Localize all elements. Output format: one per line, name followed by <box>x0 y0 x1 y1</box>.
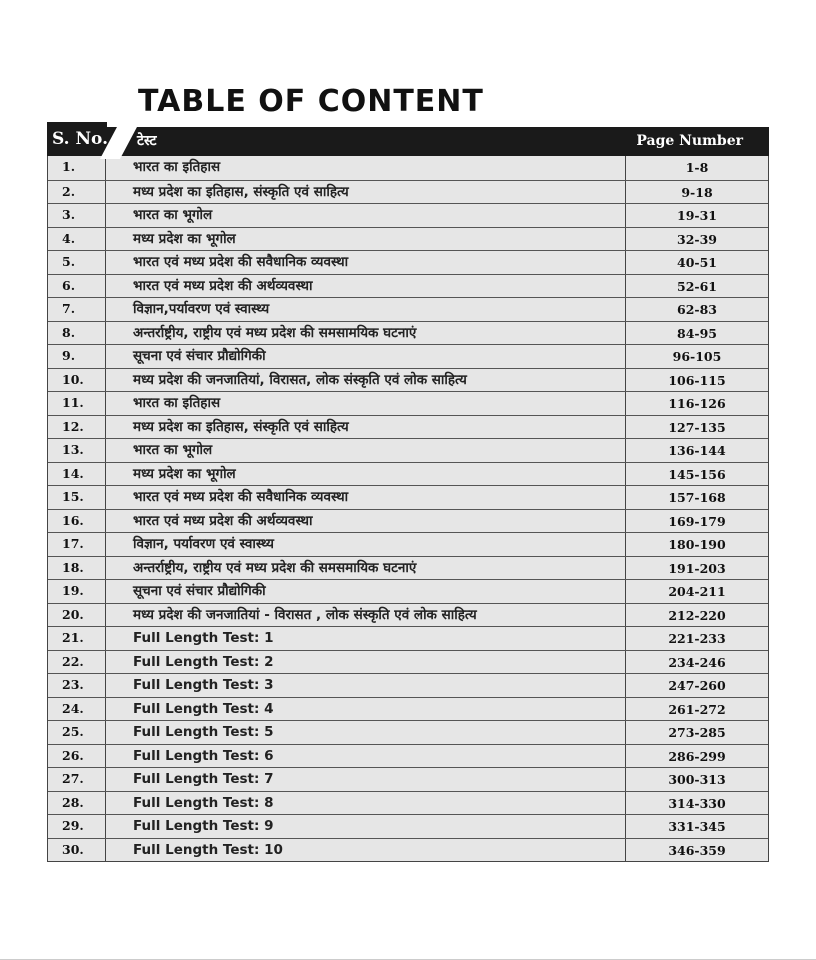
row-test-title: मध्य प्रदेश का भूगोल <box>106 228 626 251</box>
row-test-title: Full Length Test: 6 <box>106 745 626 768</box>
row-test-title: विज्ञान, पर्यावरण एवं स्वास्थ्य <box>106 533 626 556</box>
row-test-title: अन्तर्राष्ट्रीय, राष्ट्रीय एवं मध्य प्रदेश की समसामयिक घटनाएं <box>106 322 626 345</box>
table-row <box>48 274 768 298</box>
row-serial-number: 23. <box>48 674 106 697</box>
row-serial-number: 12. <box>48 416 106 439</box>
row-test-title: भारत का इतिहास <box>106 156 626 180</box>
table-row <box>48 744 768 768</box>
table-row <box>48 368 768 392</box>
sno-header: S. No. <box>52 129 109 149</box>
table-of-contents <box>47 127 769 862</box>
row-page-range: 346-359 <box>668 842 726 858</box>
table-row <box>48 227 768 251</box>
row-serial-number: 2. <box>48 181 106 204</box>
row-test-title: भारत का इतिहास <box>106 392 626 415</box>
row-page-range: 157-168 <box>668 490 726 505</box>
row-page-range: 40-51 <box>677 255 717 270</box>
row-page-range: 300-313 <box>668 772 726 787</box>
row-serial-number: 18. <box>48 557 106 580</box>
row-page-range: 169-179 <box>668 513 726 529</box>
row-page-range: 1-8 <box>685 160 709 175</box>
row-serial-number: 20. <box>48 604 106 627</box>
row-serial-number: 22. <box>48 651 106 674</box>
table-row <box>48 462 768 486</box>
table-header <box>47 127 769 156</box>
table-row <box>48 814 768 838</box>
row-serial-number: 16. <box>48 510 106 533</box>
row-page-range: 96-105 <box>672 349 722 364</box>
row-page-range: 32-39 <box>677 231 717 247</box>
row-serial-number: 24. <box>48 698 106 721</box>
row-page-range: 273-285 <box>668 725 726 740</box>
row-page-range: 84-95 <box>677 325 717 341</box>
row-test-title: भारत का भूगोल <box>106 439 626 462</box>
row-test-title: मध्य प्रदेश का भूगोल <box>106 463 626 486</box>
row-serial-number: 30. <box>48 839 106 862</box>
table-row <box>48 720 768 744</box>
row-test-title: Full Length Test: 8 <box>106 792 626 815</box>
row-page-range: 19-31 <box>677 208 717 223</box>
row-page-range: 106-115 <box>668 372 726 388</box>
row-test-title: भारत एवं मध्य प्रदेश की सवैधानिक व्यवस्था <box>106 486 626 509</box>
row-serial-number: 4. <box>48 228 106 251</box>
row-serial-number: 6. <box>48 275 106 298</box>
row-page-range: 234-246 <box>668 654 726 670</box>
table-row <box>48 250 768 274</box>
table-row <box>48 579 768 603</box>
table-row <box>48 791 768 815</box>
row-test-title: भारत का भूगोल <box>106 204 626 227</box>
table-row <box>48 415 768 439</box>
row-page-range: 136-144 <box>668 443 726 458</box>
row-page-range: 145-156 <box>668 466 726 482</box>
row-serial-number: 29. <box>48 815 106 838</box>
row-test-title: Full Length Test: 3 <box>106 674 626 697</box>
table-row <box>48 767 768 791</box>
table-row <box>48 532 768 556</box>
test-header: टेस्ट <box>137 133 157 149</box>
row-serial-number: 7. <box>48 298 106 321</box>
row-serial-number: 9. <box>48 345 106 368</box>
table-row <box>48 203 768 227</box>
table-row <box>48 321 768 345</box>
table-row <box>48 485 768 509</box>
row-serial-number: 1. <box>48 156 106 180</box>
table-row <box>48 838 768 862</box>
row-page-range: 204-211 <box>668 584 726 599</box>
row-serial-number: 3. <box>48 204 106 227</box>
row-test-title: अन्तर्राष्ट्रीय, राष्ट्रीय एवं मध्य प्रदेश की समसमायिक घटनाएं <box>106 557 626 580</box>
row-test-title: सूचना एवं संचार प्रौद्योगिकी <box>106 580 626 603</box>
row-test-title: Full Length Test: 7 <box>106 768 626 791</box>
row-test-title: सूचना एवं संचार प्रौद्योगिकी <box>106 345 626 368</box>
row-serial-number: 15. <box>48 486 106 509</box>
row-serial-number: 5. <box>48 251 106 274</box>
row-page-range: 247-260 <box>668 678 726 693</box>
row-serial-number: 17. <box>48 533 106 556</box>
row-serial-number: 21. <box>48 627 106 650</box>
table-row <box>48 297 768 321</box>
table-row <box>48 603 768 627</box>
row-page-range: 52-61 <box>677 278 717 294</box>
row-test-title: विज्ञान,पर्यावरण एवं स्वास्थ्य <box>106 298 626 321</box>
row-test-title: मध्य प्रदेश का इतिहास, संस्कृति एवं साहित्य <box>106 416 626 439</box>
row-serial-number: 28. <box>48 792 106 815</box>
row-serial-number: 14. <box>48 463 106 486</box>
row-test-title: Full Length Test: 4 <box>106 698 626 721</box>
row-test-title: Full Length Test: 10 <box>106 839 626 862</box>
row-page-range: 9-18 <box>681 184 713 200</box>
row-page-range: 331-345 <box>668 819 726 834</box>
row-serial-number: 8. <box>48 322 106 345</box>
row-test-title: Full Length Test: 9 <box>106 815 626 838</box>
row-page-range: 180-190 <box>668 537 726 552</box>
row-page-range: 191-203 <box>668 560 726 576</box>
row-serial-number: 19. <box>48 580 106 603</box>
table-row <box>48 626 768 650</box>
table-row <box>48 509 768 533</box>
row-page-range: 314-330 <box>668 795 726 811</box>
row-test-title: भारत एवं मध्य प्रदेश की अर्थव्यवस्था <box>106 510 626 533</box>
table-row <box>48 673 768 697</box>
row-page-range: 286-299 <box>668 748 726 764</box>
row-test-title: भारत एवं मध्य प्रदेश की सवैधानिक व्यवस्था <box>106 251 626 274</box>
table-row <box>48 650 768 674</box>
row-page-range: 127-135 <box>668 419 726 435</box>
row-test-title: Full Length Test: 1 <box>106 627 626 650</box>
row-serial-number: 10. <box>48 369 106 392</box>
row-test-title: Full Length Test: 5 <box>106 721 626 744</box>
row-test-title: मध्य प्रदेश का इतिहास, संस्कृति एवं साहित्य <box>106 181 626 204</box>
row-serial-number: 11. <box>48 392 106 415</box>
row-page-range: 261-272 <box>668 701 726 717</box>
row-serial-number: 26. <box>48 745 106 768</box>
page-title: TABLE OF CONTENT <box>138 84 484 119</box>
table-row <box>48 438 768 462</box>
row-test-title: Full Length Test: 2 <box>106 651 626 674</box>
table-row <box>48 556 768 580</box>
table-row <box>48 697 768 721</box>
page-number-header: Page Number <box>636 133 743 149</box>
row-page-range: 62-83 <box>677 302 717 317</box>
row-test-title: भारत एवं मध्य प्रदेश की अर्थव्यवस्था <box>106 275 626 298</box>
row-page-range: 116-126 <box>668 396 726 411</box>
table-row <box>48 180 768 204</box>
row-serial-number: 25. <box>48 721 106 744</box>
table-body <box>47 156 769 862</box>
row-test-title: मध्य प्रदेश की जनजातियां - विरासत , लोक संस्कृति एवं लोक साहित्य <box>106 604 626 627</box>
table-row <box>48 391 768 415</box>
row-test-title: मध्य प्रदेश की जनजातियां, विरासत, लोक संस्कृति एवं लोक साहित्य <box>106 369 626 392</box>
row-page-range: 221-233 <box>668 631 726 646</box>
table-row <box>48 156 768 180</box>
row-serial-number: 13. <box>48 439 106 462</box>
row-page-range: 212-220 <box>668 607 726 623</box>
table-row <box>48 344 768 368</box>
row-serial-number: 27. <box>48 768 106 791</box>
